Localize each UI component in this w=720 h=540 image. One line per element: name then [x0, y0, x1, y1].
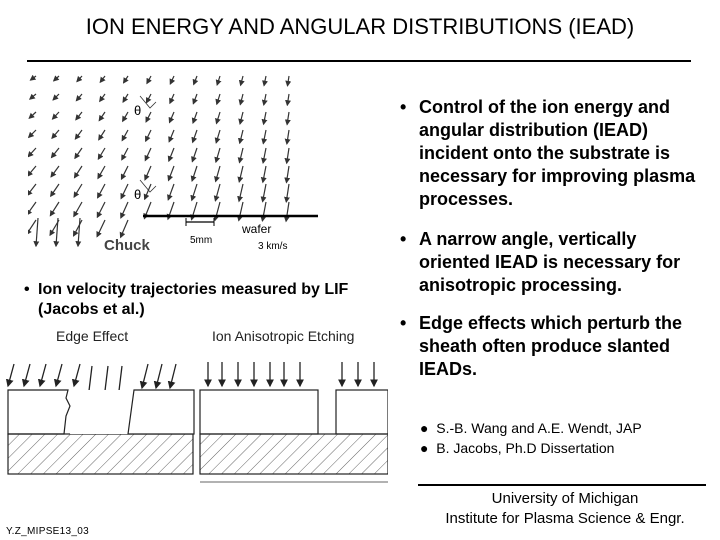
velocity-vector [193, 130, 197, 142]
velocity-vector [100, 76, 105, 82]
velocity-vector [77, 76, 82, 82]
velocity-vector [287, 94, 289, 105]
velocity-vector [50, 202, 59, 216]
velocity-vector [169, 130, 174, 142]
bullet-text: Edge effects which perturb the sheath often produce slanted IEADs. [419, 313, 683, 379]
velocity-vector [76, 94, 82, 101]
scale-velocity-label: 3 km/s [258, 241, 288, 252]
velocity-vector [241, 76, 243, 85]
velocity-vector [240, 130, 243, 143]
velocity-vector [264, 94, 266, 105]
velocity-vector [216, 130, 220, 143]
velocity-vector [28, 220, 36, 234]
velocity-vector [51, 166, 59, 177]
velocity-vector [121, 166, 128, 179]
velocity-vector [169, 166, 174, 180]
bullet-item-1 [400, 96, 700, 211]
velocity-vector [123, 94, 128, 102]
velocity-vector [121, 220, 128, 237]
theta-label-top: θ [134, 103, 142, 118]
edge-effect-label: Edge Effect [56, 328, 129, 344]
velocity-vector [145, 166, 151, 180]
velocity-vector [240, 112, 243, 124]
velocity-vector [30, 94, 36, 99]
velocity-vector [170, 76, 174, 84]
references-list [420, 418, 710, 458]
velocity-vector [239, 202, 243, 221]
velocity-vector [145, 148, 151, 160]
velocity-vector [192, 148, 197, 162]
velocity-vector [287, 148, 289, 163]
velocity-vector [99, 130, 105, 140]
page-title: ION ENERGY AND ANGULAR DISTRIBUTIONS (IEAD) [85, 14, 635, 39]
velocity-vector [193, 94, 197, 104]
lif-caption-text: Ion velocity trajectories measured by LIF (Jacobs et al.) [38, 281, 349, 318]
etch-figure [4, 322, 388, 487]
velocity-vector [121, 202, 128, 218]
velocity-vector [288, 76, 289, 86]
velocity-vector [51, 184, 59, 196]
velocity-vector [287, 112, 289, 124]
lif-velocity-figure [28, 68, 328, 258]
footer-line-2: Institute for Plasma Science & Engr. [445, 510, 685, 527]
velocity-vector [170, 94, 174, 103]
velocity-vector [192, 166, 197, 181]
velocity-vector [287, 130, 289, 144]
velocity-vector [216, 148, 220, 162]
velocity-vector [28, 166, 36, 176]
wafer-label: wafer [242, 222, 272, 236]
velocity-vector [240, 94, 243, 104]
velocity-vector [74, 184, 82, 197]
velocity-vector [36, 218, 38, 246]
velocity-vector [28, 148, 36, 157]
slide-id: Y.Z_MIPSE13_03 [6, 526, 89, 537]
bullet-dot: • [400, 229, 407, 249]
bullet-text: Control of the ion energy and angular distribution (IEAD) incident onto the substrate is necessary for improving plasma processes. [419, 97, 696, 209]
theta-angle-marker-top [140, 96, 156, 108]
velocity-vector [194, 76, 197, 84]
velocity-vector [124, 76, 128, 83]
velocity-vector [98, 166, 105, 178]
bullet-dot: • [400, 313, 407, 333]
velocity-vector [56, 218, 58, 246]
velocity-vector [215, 184, 220, 201]
velocity-vector [263, 166, 266, 182]
velocity-vector [169, 148, 174, 161]
velocity-vector [99, 112, 105, 120]
velocity-vector [74, 202, 82, 216]
footer-line-1: University of Michigan [491, 490, 639, 507]
velocity-vector [121, 184, 128, 198]
reference-item: ● S.-B. Wang and A.E. Wendt, JAP [420, 420, 642, 436]
bullet-item-2 [400, 228, 700, 297]
bullet-dot: • [400, 97, 407, 117]
velocity-vector [147, 76, 151, 83]
title-divider [27, 60, 691, 62]
velocity-vector [31, 76, 36, 80]
velocity-vector [97, 202, 105, 217]
velocity-vector [75, 148, 82, 158]
velocity-vector [98, 184, 105, 198]
scale-length-label: 5mm [190, 235, 213, 246]
theta-angle-marker-bottom [140, 180, 156, 192]
velocity-vector [286, 166, 289, 182]
edge-substrate [8, 390, 194, 474]
velocity-vector [29, 130, 36, 137]
velocity-vector [239, 166, 243, 182]
velocity-vector [286, 202, 289, 221]
velocity-vector [98, 148, 105, 159]
velocity-vector [263, 148, 266, 163]
theta-label-bottom: θ [134, 187, 142, 202]
velocity-vector [54, 76, 59, 81]
velocity-vector [146, 94, 151, 103]
velocity-vector [74, 220, 82, 236]
anisotropic-etching-label: Ion Anisotropic Etching [212, 328, 355, 344]
velocity-vector [264, 76, 266, 85]
footer-divider [418, 484, 706, 486]
velocity-vector [122, 148, 128, 160]
velocity-vector [192, 184, 197, 200]
bullet-dot: ● [420, 440, 429, 456]
velocity-vector [286, 184, 289, 202]
velocity-vector [28, 202, 36, 215]
velocity-vector [217, 76, 220, 85]
bullet-text: A narrow angle, vertically oriented IEAD is necessary for anisotropic processing. [419, 229, 681, 295]
velocity-vector [76, 112, 82, 120]
velocity-vector [239, 148, 243, 162]
velocity-vector [78, 218, 80, 246]
velocity-vector [146, 130, 151, 141]
velocity-vector [100, 94, 105, 101]
velocity-vector [193, 112, 197, 123]
velocity-vector [53, 94, 59, 100]
velocity-vector [52, 148, 59, 157]
reference-item: ● B. Jacobs, Ph.D Dissertation [420, 440, 615, 456]
velocity-vector [75, 130, 82, 139]
velocity-vector [262, 202, 266, 221]
footer-affiliation [410, 489, 720, 529]
lif-caption [24, 280, 364, 320]
velocity-vector [52, 130, 59, 138]
velocity-vector [216, 112, 220, 123]
velocity-vector [263, 184, 266, 202]
bullet-dot: • [24, 281, 30, 298]
chuck-label: Chuck [104, 237, 150, 254]
anisotropic-substrate [200, 390, 388, 474]
velocity-vector [122, 130, 128, 140]
velocity-vector [239, 184, 243, 201]
velocity-vector [264, 112, 266, 124]
bullet-dot: ● [420, 420, 429, 436]
vertical-ion-arrows [208, 362, 374, 386]
bullet-item-3 [400, 312, 700, 381]
velocity-vector-field [28, 76, 289, 246]
velocity-vector [29, 112, 36, 118]
velocity-vector [75, 166, 82, 178]
velocity-vector [53, 112, 59, 119]
velocity-vector [215, 202, 220, 220]
velocity-vector [97, 220, 105, 237]
velocity-vector [28, 184, 36, 195]
velocity-vector [123, 112, 128, 121]
velocity-vector [217, 94, 220, 104]
velocity-vector [146, 112, 151, 122]
velocity-vector [263, 130, 266, 143]
velocity-vector [170, 112, 174, 122]
velocity-vector [216, 166, 220, 181]
velocity-vector [168, 184, 174, 200]
